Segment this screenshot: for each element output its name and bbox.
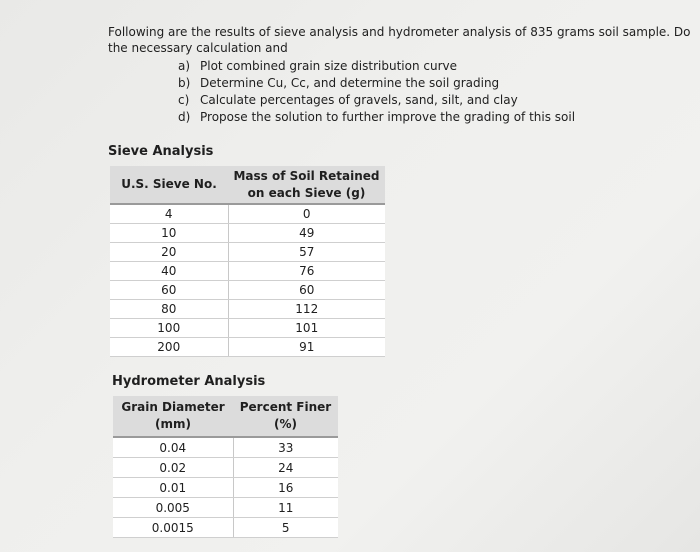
percent-finer-cell: 11 xyxy=(233,498,338,518)
task-list xyxy=(178,58,575,126)
sieve-number-cell: 80 xyxy=(110,300,228,319)
problem-statement-line-1: Following are the results of sieve analysis and hydrometer analysis of 835 grams soil sample. Do xyxy=(108,25,691,39)
task-label: b) xyxy=(178,76,191,90)
table-row xyxy=(110,300,385,319)
table-row xyxy=(110,319,385,338)
mass-retained-cell: 112 xyxy=(228,300,385,319)
mass-retained-header xyxy=(228,166,385,204)
task-item-d xyxy=(178,109,575,126)
sieve-number-cell: 60 xyxy=(110,281,228,300)
table-row xyxy=(113,478,338,498)
task-item-c xyxy=(178,92,575,109)
table-row xyxy=(110,243,385,262)
percent-finer-cell: 5 xyxy=(233,518,338,538)
percent-finer-cell: 16 xyxy=(233,478,338,498)
mass-retained-cell: 91 xyxy=(228,338,385,357)
grain-diameter-cell: 0.0015 xyxy=(113,518,233,538)
mass-retained-header-line-1: Mass of Soil Retained xyxy=(233,168,380,183)
mass-retained-cell: 76 xyxy=(228,262,385,281)
task-text: Calculate percentages of gravels, sand, silt, and clay xyxy=(200,93,518,107)
problem-statement-line-2: the necessary calculation and xyxy=(108,41,288,55)
table-row xyxy=(110,338,385,357)
mass-retained-cell: 57 xyxy=(228,243,385,262)
percent-finer-cell: 33 xyxy=(233,437,338,458)
hydrometer-analysis-title: Hydrometer Analysis xyxy=(112,374,266,389)
table-row xyxy=(110,262,385,281)
mass-retained-header-line-2: on each Sieve (g) xyxy=(247,185,366,200)
task-text: Determine Cu, Cc, and determine the soil grading xyxy=(200,76,500,90)
sieve-number-header: U.S. Sieve No. xyxy=(110,166,228,204)
task-item-b xyxy=(178,75,575,92)
table-row xyxy=(113,437,338,458)
table-header-row xyxy=(110,166,385,204)
sieve-number-cell: 40 xyxy=(110,262,228,281)
grain-diameter-cell: 0.02 xyxy=(113,458,233,478)
table-row xyxy=(110,224,385,243)
mass-retained-cell: 49 xyxy=(228,224,385,243)
grain-diameter-header xyxy=(113,396,233,437)
problem-statement xyxy=(108,24,691,56)
table-header-row xyxy=(113,396,338,437)
table-row xyxy=(110,204,385,224)
grain-diameter-cell: 0.01 xyxy=(113,478,233,498)
grain-diameter-cell: 0.005 xyxy=(113,498,233,518)
sieve-analysis-table xyxy=(110,166,385,357)
task-text: Plot combined grain size distribution curve xyxy=(200,59,457,73)
mass-retained-cell: 101 xyxy=(228,319,385,338)
sieve-number-cell: 10 xyxy=(110,224,228,243)
table-row xyxy=(113,498,338,518)
table-row xyxy=(110,281,385,300)
percent-finer-header-line-1: Percent Finer xyxy=(239,400,332,414)
grain-diameter-cell: 0.04 xyxy=(113,437,233,458)
sieve-analysis-title: Sieve Analysis xyxy=(108,144,214,159)
sieve-number-cell: 20 xyxy=(110,243,228,262)
hydrometer-analysis-table xyxy=(113,396,338,538)
sieve-number-cell: 100 xyxy=(110,319,228,338)
task-label: c) xyxy=(178,93,190,107)
percent-finer-cell: 24 xyxy=(233,458,338,478)
task-label: d) xyxy=(178,110,191,124)
grain-diameter-header-line-1: Grain Diameter xyxy=(121,400,225,414)
mass-retained-cell: 60 xyxy=(228,281,385,300)
percent-finer-header-line-2: (%) xyxy=(274,417,297,431)
mass-retained-cell: 0 xyxy=(228,204,385,224)
table-row xyxy=(113,518,338,538)
table-row xyxy=(113,458,338,478)
grain-diameter-header-line-2: (mm) xyxy=(155,417,191,431)
task-label: a) xyxy=(178,59,191,73)
percent-finer-header xyxy=(233,396,338,437)
task-text: Propose the solution to further improve the grading of this soil xyxy=(200,110,576,124)
sieve-number-cell: 4 xyxy=(110,204,228,224)
sieve-number-cell: 200 xyxy=(110,338,228,357)
task-item-a xyxy=(178,58,575,75)
